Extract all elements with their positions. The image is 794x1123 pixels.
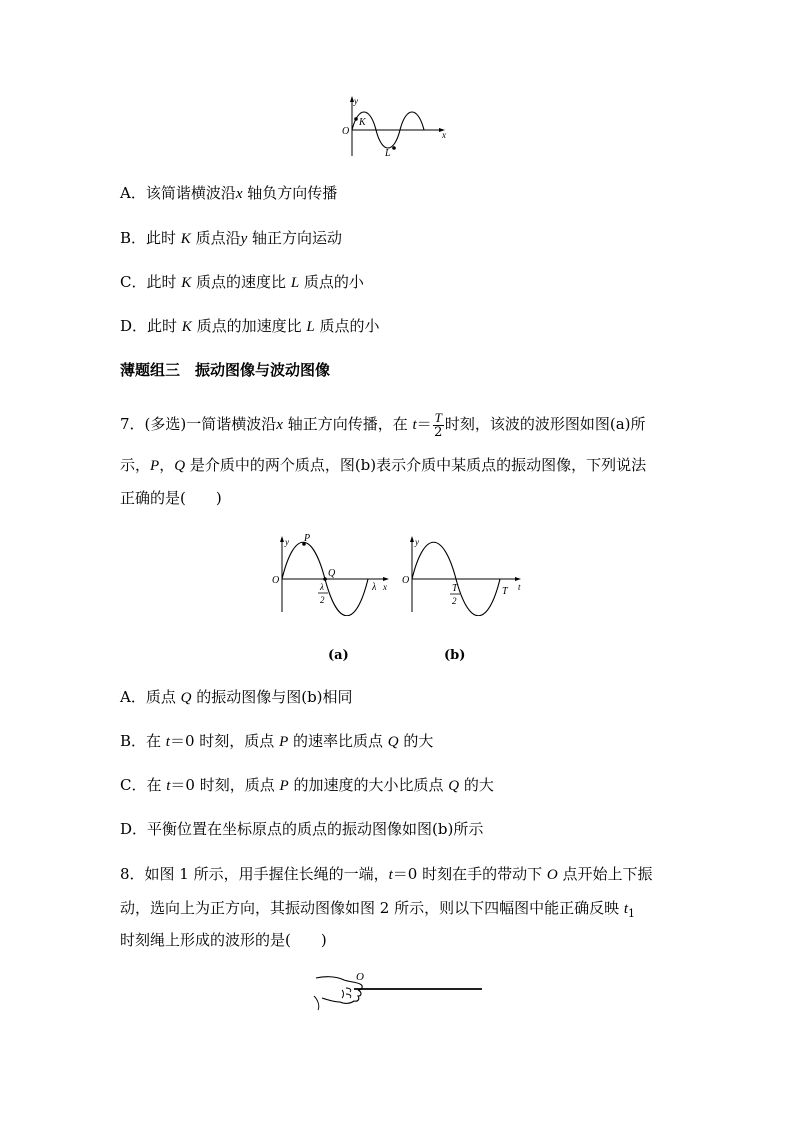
q7-option-d[interactable]: D．平衡位置在坐标原点的质点的振动图像如图(b)所示	[120, 820, 484, 838]
option-text: 的振动图像与图(b)相同	[191, 688, 353, 706]
stem-text: 8．如图 1 所示，用手握住长绳的一端，	[120, 865, 389, 883]
option-text: B．此时	[120, 229, 181, 247]
var-p: P	[279, 734, 289, 750]
label-lambda-half-num: λ	[320, 582, 324, 592]
option-text: D．此时	[120, 317, 182, 335]
option-text: B．在	[120, 732, 166, 750]
stem-text: 示，	[120, 456, 151, 474]
option-text: C．在	[120, 776, 167, 794]
label-o: O	[356, 971, 364, 983]
var-k: K	[181, 275, 192, 291]
option-text: 轴负方向传播	[242, 184, 338, 202]
stem-text: 轴正方向传播，在	[282, 415, 413, 433]
label-origin: O	[402, 575, 410, 586]
label-t: t	[518, 582, 521, 592]
option-text: 质点的加速度比	[191, 317, 307, 335]
label-k: K	[359, 117, 366, 128]
label-x: x	[442, 130, 446, 140]
fraction-t-over-2	[433, 411, 444, 440]
vibration-figure-b	[398, 532, 530, 616]
var-k: K	[181, 319, 192, 335]
var-x: x	[235, 186, 243, 202]
option-text: 的加速度的大小比质点	[288, 776, 449, 794]
q8-stem-line3: 时刻绳上形成的波形的是( )	[120, 931, 327, 949]
label-lambda: λ	[372, 582, 377, 593]
y-axis-arrow	[280, 536, 284, 542]
q8-stem-line1	[120, 864, 653, 885]
var-k: K	[180, 231, 191, 247]
caption-b: (b)	[444, 648, 466, 663]
wave-figure-a	[268, 532, 396, 616]
q6-option-b[interactable]	[120, 228, 342, 249]
hand-sleeve	[314, 996, 319, 1010]
stem-text: ，	[159, 456, 175, 474]
label-y: y	[285, 537, 289, 547]
var-q: Q	[387, 734, 399, 750]
y-axis-arrow	[410, 536, 414, 542]
var-l: L	[306, 319, 315, 335]
stem-text: 7．(多选)一简谐横波沿	[120, 415, 277, 433]
t-axis-arrow	[515, 577, 521, 581]
var-x: x	[276, 417, 283, 433]
stem-text: 时刻，该波的波形图如图(a)所	[444, 415, 646, 433]
hand-rope-figure	[310, 968, 486, 1012]
q7-option-c[interactable]	[120, 775, 494, 796]
subscript-1: 1	[628, 907, 636, 920]
q7-stem-line2	[120, 455, 646, 476]
stem-text: 点开始上下振	[557, 865, 653, 883]
var-p: P	[279, 778, 289, 794]
label-t-half-num: T	[452, 583, 458, 594]
label-q: Q	[328, 568, 336, 579]
stem-text: 是介质中的两个质点，图(b)表示介质中某质点的振动图像，下列说法	[185, 456, 647, 474]
frac-numerator: T	[434, 409, 442, 425]
option-text: A．质点	[120, 688, 181, 706]
label-t-half-den: 2	[452, 596, 457, 606]
var-q: Q	[180, 690, 192, 706]
q7-stem-line1	[120, 410, 646, 440]
label-lambda-half-den: 2	[320, 595, 325, 605]
label-origin: O	[342, 126, 350, 137]
option-text: A．该简谐横波沿	[120, 184, 236, 202]
option-text: 的速率比质点	[288, 732, 388, 750]
label-p: P	[304, 533, 311, 544]
option-text: 轴正方向运动	[247, 229, 343, 247]
option-text: 质点的小	[299, 273, 364, 291]
option-text: ＝0 时刻，质点	[169, 732, 280, 750]
frac-denominator: 2	[434, 424, 443, 440]
label-l: L	[385, 148, 391, 159]
equals-sign: ＝	[416, 415, 432, 433]
var-o: O	[546, 867, 558, 883]
var-t: t	[166, 778, 171, 794]
stem-text: 动，选向上为正方向，其振动图像如图 2 所示，则以下四幅图中能正确反映	[120, 899, 624, 917]
q8-stem-line2	[120, 898, 635, 924]
var-t: t	[165, 734, 170, 750]
q7-option-a[interactable]	[120, 687, 353, 708]
stem-text: ＝0 时刻在手的带动下	[392, 865, 547, 883]
option-text: ＝0 时刻，质点	[170, 776, 280, 794]
var-q: Q	[448, 778, 460, 794]
var-y: y	[240, 231, 248, 247]
point-q	[323, 577, 327, 581]
q7-stem-line3: 正确的是( )	[120, 489, 222, 507]
caption-a: (a)	[328, 648, 349, 663]
q6-option-c[interactable]	[120, 272, 364, 293]
option-text: 的大	[398, 732, 434, 750]
var-t: t	[388, 867, 393, 883]
point-l	[392, 146, 396, 150]
var-t: t	[412, 417, 417, 433]
option-text: 质点的小	[314, 317, 380, 335]
q7-option-b[interactable]	[120, 731, 433, 752]
var-p: P	[150, 458, 160, 474]
option-text: 质点的速度比	[191, 273, 291, 291]
label-x: x	[383, 582, 387, 592]
label-y: y	[415, 537, 419, 547]
label-t-full: T	[502, 586, 508, 597]
point-k	[354, 117, 358, 121]
var-q: Q	[174, 458, 186, 474]
option-text: 质点沿	[190, 229, 241, 247]
wave-figure-q6	[330, 92, 460, 162]
q6-option-d[interactable]	[120, 316, 379, 337]
label-y: y	[354, 96, 358, 106]
label-origin: O	[272, 575, 280, 586]
hand-fingers	[342, 988, 351, 998]
var-l: L	[290, 275, 300, 291]
var-t: t	[623, 901, 629, 917]
q6-option-a[interactable]	[120, 183, 337, 204]
x-axis-arrow	[383, 577, 389, 581]
option-text: 的大	[459, 776, 494, 794]
section-title: 薄题组三 振动图像与波动图像	[120, 361, 331, 379]
option-text: C．此时	[120, 273, 182, 291]
